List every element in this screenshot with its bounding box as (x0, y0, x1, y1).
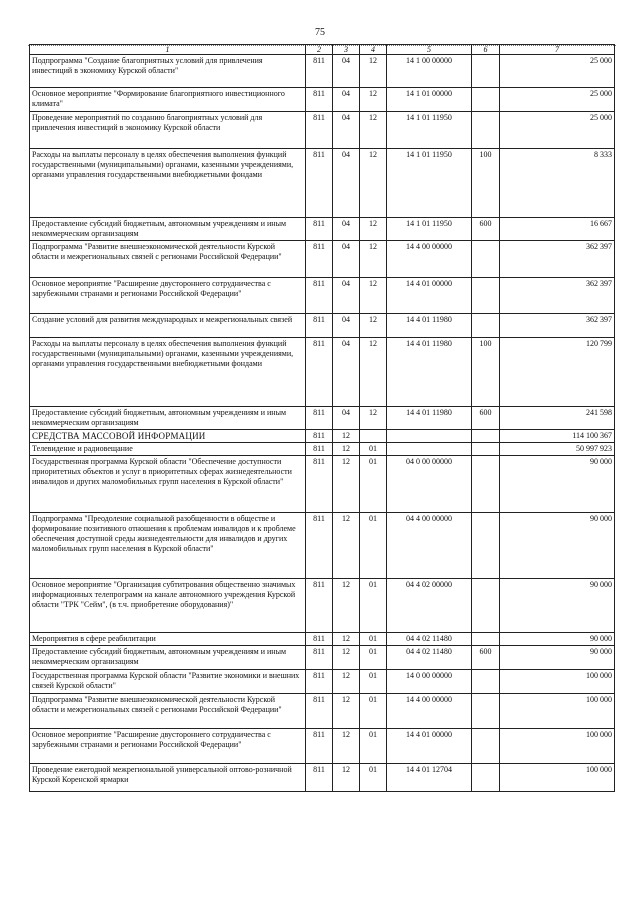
ministry-code: 811 (306, 112, 333, 149)
target-article-code: 14 1 01 11950 (387, 112, 472, 149)
target-article-code: 14 4 00 00000 (387, 694, 472, 729)
table-row (30, 443, 615, 456)
amount: 25 000 (500, 88, 615, 112)
target-article-code (387, 430, 472, 443)
ministry-code: 811 (306, 670, 333, 694)
expense-type-code (472, 55, 500, 88)
column-header: 4 (360, 45, 387, 55)
target-article-code: 14 4 01 00000 (387, 278, 472, 314)
subsection-code: 01 (360, 694, 387, 729)
ministry-code: 811 (306, 633, 333, 646)
target-article-code: 14 4 01 11980 (387, 314, 472, 338)
amount: 90 000 (500, 513, 615, 579)
ministry-code: 811 (306, 88, 333, 112)
section-code: 04 (333, 338, 360, 407)
ministry-code: 811 (306, 149, 333, 218)
table-row (30, 670, 615, 694)
ministry-code: 811 (306, 579, 333, 633)
subsection-code: 01 (360, 579, 387, 633)
section-code: 12 (333, 670, 360, 694)
section-code: 04 (333, 218, 360, 241)
table-row (30, 579, 615, 633)
target-article-code: 14 1 01 11950 (387, 218, 472, 241)
section-code: 04 (333, 112, 360, 149)
target-article-code: 04 4 00 00000 (387, 513, 472, 579)
expense-type-code: 600 (472, 646, 500, 670)
ministry-code: 811 (306, 456, 333, 513)
item-name: Подпрограмма "Развитие внешнеэкономической деятельности Курской области и межрегиональных связей с регионами Российской Федерации" (30, 241, 306, 278)
section-code: 12 (333, 729, 360, 764)
section-code: 12 (333, 456, 360, 513)
subsection-code: 12 (360, 241, 387, 278)
section-code: 12 (333, 646, 360, 670)
expense-type-code (472, 88, 500, 112)
amount: 114 100 367 (500, 430, 615, 443)
target-article-code (387, 443, 472, 456)
item-name: Государственная программа Курской области "Обеспечение доступности приоритетных объектов и услуг в приоритетных сферах жизнедеятельности инвалидов и других маломобильных групп населения в Курской области" (30, 456, 306, 513)
amount: 100 000 (500, 764, 615, 792)
target-article-code: 04 4 02 11480 (387, 633, 472, 646)
expense-type-code: 100 (472, 149, 500, 218)
expense-type-code (472, 694, 500, 729)
expense-type-code: 100 (472, 338, 500, 407)
item-name: СРЕДСТВА МАССОВОЙ ИНФОРМАЦИИ (30, 430, 306, 443)
amount: 362 397 (500, 314, 615, 338)
table-row (30, 338, 615, 407)
table-row (30, 88, 615, 112)
section-code: 04 (333, 407, 360, 430)
ministry-code: 811 (306, 430, 333, 443)
amount: 25 000 (500, 112, 615, 149)
ministry-code: 811 (306, 218, 333, 241)
amount: 16 667 (500, 218, 615, 241)
expense-type-code (472, 112, 500, 149)
column-header: 3 (333, 45, 360, 55)
expense-type-code (472, 443, 500, 456)
table-row (30, 407, 615, 430)
target-article-code: 14 4 01 00000 (387, 729, 472, 764)
table-row (30, 729, 615, 764)
column-header: 5 (387, 45, 472, 55)
subsection-code (360, 430, 387, 443)
item-name: Подпрограмма "Развитие внешнеэкономической деятельности Курской области и межрегиональных связей с регионами Российской Федерации" (30, 694, 306, 729)
expense-type-code (472, 456, 500, 513)
ministry-code: 811 (306, 407, 333, 430)
item-name: Основное мероприятие "Расширение двустороннего сотрудничества с зарубежными странами и регионами Российской Федерации" (30, 729, 306, 764)
target-article-code: 14 0 00 00000 (387, 670, 472, 694)
section-code: 04 (333, 88, 360, 112)
expense-type-code: 600 (472, 218, 500, 241)
section-code: 04 (333, 314, 360, 338)
table-row (30, 241, 615, 278)
table-row (30, 278, 615, 314)
item-name: Основное мероприятие "Организация субтитрования общественно значимых информационных телепрограмм на канале автономного учреждения Курской области "ТРК "Сейм", (в т.ч. приобретение оборудования)" (30, 579, 306, 633)
subsection-code: 12 (360, 407, 387, 430)
subsection-code: 01 (360, 513, 387, 579)
ministry-code: 811 (306, 729, 333, 764)
subsection-code: 12 (360, 55, 387, 88)
ministry-code: 811 (306, 241, 333, 278)
ministry-code: 811 (306, 314, 333, 338)
subsection-code: 01 (360, 729, 387, 764)
item-name: Телевидение и радиовещание (30, 443, 306, 456)
ministry-code: 811 (306, 55, 333, 88)
item-name: Проведение ежегодной межрегиональной универсальной оптово-розничной Курской Коренской ярмарки (30, 764, 306, 792)
target-article-code: 04 4 02 00000 (387, 579, 472, 633)
budget-table (29, 44, 615, 792)
column-header: 2 (306, 45, 333, 55)
ministry-code: 811 (306, 764, 333, 792)
section-code: 12 (333, 579, 360, 633)
section-code: 04 (333, 241, 360, 278)
page-number: 75 (315, 27, 325, 38)
item-name: Мероприятия в сфере реабилитации (30, 633, 306, 646)
table-row (30, 149, 615, 218)
table-row (30, 633, 615, 646)
amount: 90 000 (500, 456, 615, 513)
table-row (30, 314, 615, 338)
table-row (30, 218, 615, 241)
section-code: 12 (333, 513, 360, 579)
target-article-code: 14 4 01 11980 (387, 407, 472, 430)
subsection-code: 01 (360, 764, 387, 792)
expense-type-code: 600 (472, 407, 500, 430)
item-name: Основное мероприятие "Формирование благоприятного инвестиционного климата" (30, 88, 306, 112)
column-number-row (30, 45, 615, 55)
ministry-code: 811 (306, 443, 333, 456)
amount: 8 333 (500, 149, 615, 218)
table-row (30, 694, 615, 729)
table-row (30, 55, 615, 88)
amount: 120 799 (500, 338, 615, 407)
subsection-code: 01 (360, 633, 387, 646)
target-article-code: 14 4 01 12704 (387, 764, 472, 792)
target-article-code: 14 4 01 11980 (387, 338, 472, 407)
expense-type-code (472, 729, 500, 764)
amount: 50 997 923 (500, 443, 615, 456)
subsection-code: 12 (360, 278, 387, 314)
section-code: 04 (333, 149, 360, 218)
item-name: Расходы на выплаты персоналу в целях обеспечения выполнения функций государственными (муниципальными) органами, казенными учреждениями, органами управления государственными внебюджетными фондами (30, 149, 306, 218)
ministry-code: 811 (306, 278, 333, 314)
subsection-code: 01 (360, 646, 387, 670)
column-header: 6 (472, 45, 500, 55)
subsection-code: 01 (360, 670, 387, 694)
amount: 100 000 (500, 729, 615, 764)
target-article-code: 14 1 00 00000 (387, 55, 472, 88)
section-code: 12 (333, 443, 360, 456)
target-article-code: 04 4 02 11480 (387, 646, 472, 670)
item-name: Государственная программа Курской области "Развитие экономики и внешних связей Курской области" (30, 670, 306, 694)
table-row (30, 764, 615, 792)
expense-type-code (472, 314, 500, 338)
table-row (30, 646, 615, 670)
table-row (30, 430, 615, 443)
subsection-code: 12 (360, 218, 387, 241)
section-code: 12 (333, 430, 360, 443)
expense-type-code (472, 241, 500, 278)
table-row (30, 456, 615, 513)
target-article-code: 04 0 00 00000 (387, 456, 472, 513)
subsection-code: 12 (360, 88, 387, 112)
section-code: 04 (333, 55, 360, 88)
amount: 90 000 (500, 579, 615, 633)
expense-type-code (472, 430, 500, 443)
section-code: 04 (333, 278, 360, 314)
ministry-code: 811 (306, 513, 333, 579)
item-name: Проведение мероприятий по созданию благоприятных условий для привлечения инвестиций в экономику Курской области (30, 112, 306, 149)
target-article-code: 14 1 01 11950 (387, 149, 472, 218)
subsection-code: 01 (360, 443, 387, 456)
item-name: Подпрограмма "Создание благоприятных условий для привлечения инвестиций в экономику Курской области" (30, 55, 306, 88)
amount: 362 397 (500, 278, 615, 314)
expense-type-code (472, 633, 500, 646)
subsection-code: 01 (360, 456, 387, 513)
item-name: Создание условий для развития международных и межрегиональных связей (30, 314, 306, 338)
item-name: Предоставление субсидий бюджетным, автономным учреждениям и иным некоммерческим организациям (30, 407, 306, 430)
subsection-code: 12 (360, 314, 387, 338)
item-name: Подпрограмма "Преодоление социальной разобщенности в обществе и формирование позитивного отношения к проблемам инвалидов и к проблеме обеспечения доступной среды жизнедеятельности для инвалидов и других маломобильных групп населения в Курской области" (30, 513, 306, 579)
column-header: 1 (30, 45, 306, 55)
item-name: Предоставление субсидий бюджетным, автономным учреждениям и иным некоммерческим организациям (30, 646, 306, 670)
amount: 362 397 (500, 241, 615, 278)
expense-type-code (472, 670, 500, 694)
column-header: 7 (500, 45, 615, 55)
amount: 100 000 (500, 694, 615, 729)
section-code: 12 (333, 633, 360, 646)
amount: 100 000 (500, 670, 615, 694)
subsection-code: 12 (360, 338, 387, 407)
target-article-code: 14 4 00 00000 (387, 241, 472, 278)
table-row (30, 112, 615, 149)
amount: 241 598 (500, 407, 615, 430)
target-article-code: 14 1 01 00000 (387, 88, 472, 112)
subsection-code: 12 (360, 149, 387, 218)
amount: 90 000 (500, 633, 615, 646)
expense-type-code (472, 513, 500, 579)
item-name: Основное мероприятие "Расширение двустороннего сотрудничества с зарубежными странами и регионами Российской Федерации" (30, 278, 306, 314)
item-name: Расходы на выплаты персоналу в целях обеспечения выполнения функций государственными (муниципальными) органами, казенными учреждениями, органами управления государственными внебюджетными фондами (30, 338, 306, 407)
item-name: Предоставление субсидий бюджетным, автономным учреждениям и иным некоммерческим организациям (30, 218, 306, 241)
ministry-code: 811 (306, 338, 333, 407)
section-code: 12 (333, 764, 360, 792)
subsection-code: 12 (360, 112, 387, 149)
table-row (30, 513, 615, 579)
expense-type-code (472, 278, 500, 314)
section-code: 12 (333, 694, 360, 729)
expense-type-code (472, 764, 500, 792)
ministry-code: 811 (306, 646, 333, 670)
ministry-code: 811 (306, 694, 333, 729)
expense-type-code (472, 579, 500, 633)
amount: 90 000 (500, 646, 615, 670)
amount: 25 000 (500, 55, 615, 88)
